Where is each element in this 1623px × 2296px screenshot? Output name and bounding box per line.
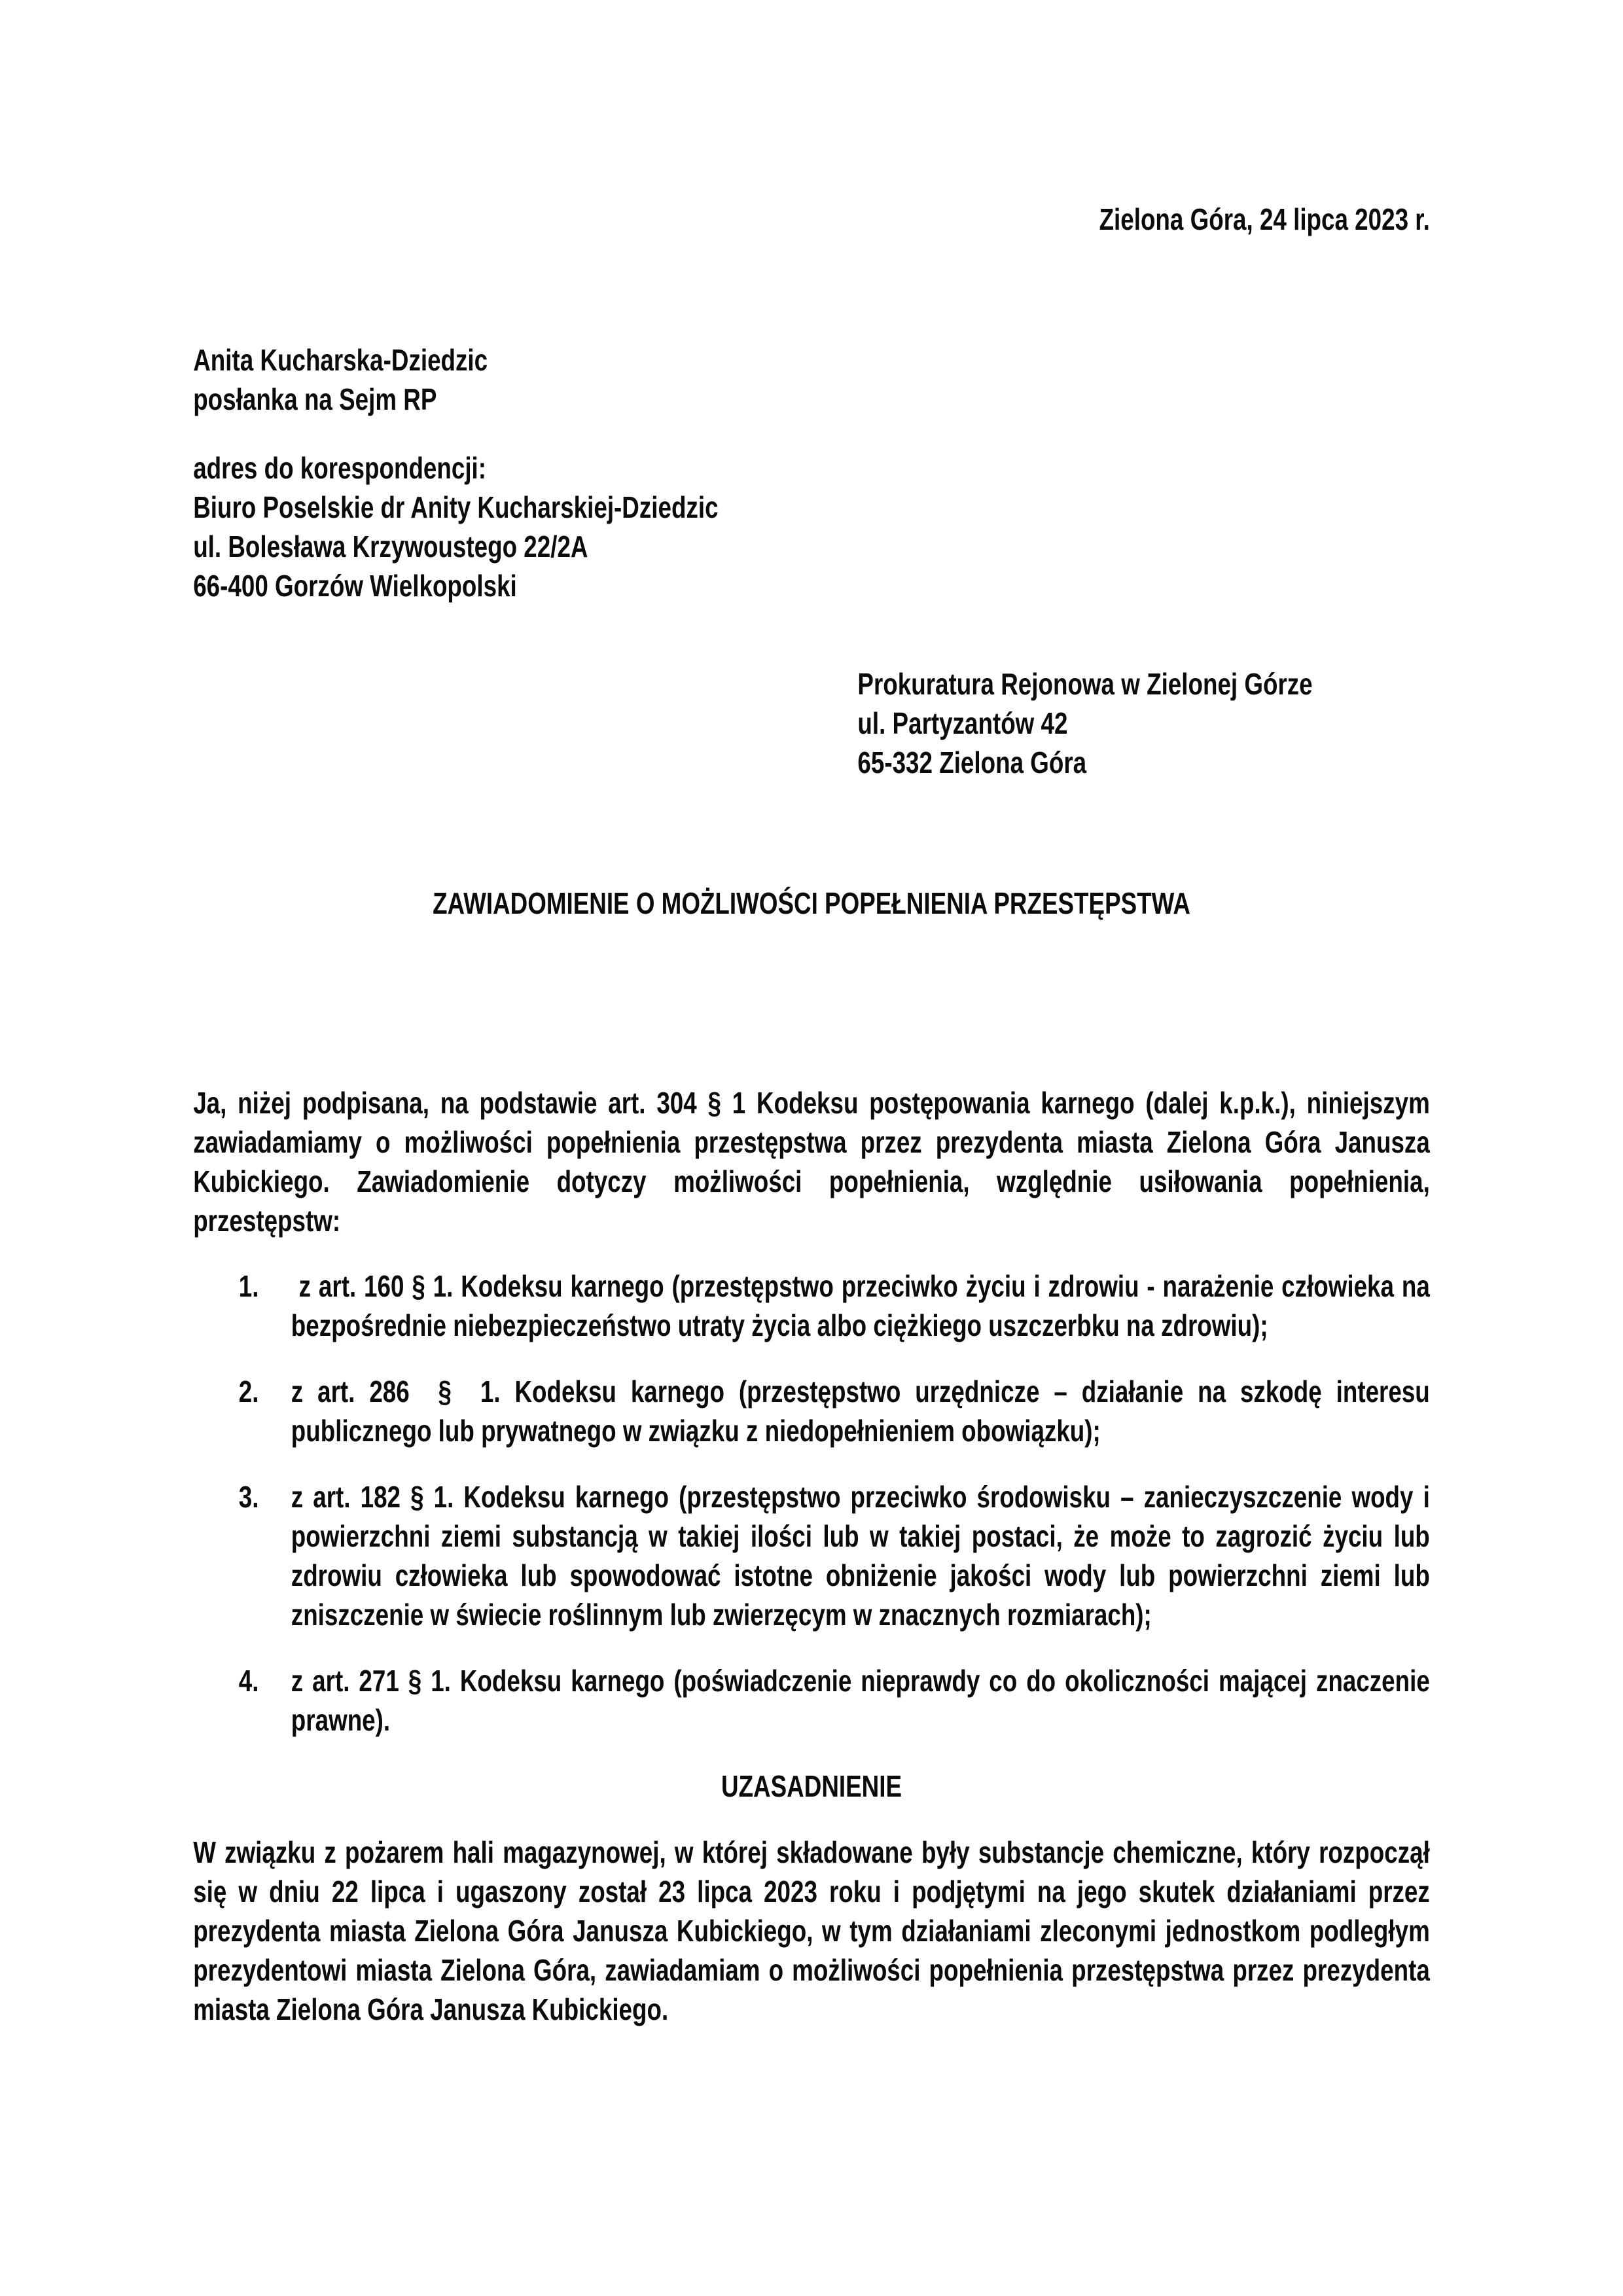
list-item-text: z art. 182 § 1. Kodeksu karnego (przestępstwo przeciwko środowisku – zanieczyszczenie wody i powierzchni ziemi substancją w takiej ilości lub w takiej postaci, że może to zagrozić życiu lub zdrowiu człowieka lub spowodować istotne obniżenie jakości wody lub powierzchni ziemi lub zniszczenie w świecie roślinnym lub zwierzęcym w znacznych rozmiarach);: [291, 1480, 1430, 1632]
sender-address-line-3: 66-400 Gorzów Wielkopolski: [193, 569, 517, 603]
sender-role: posłanka na Sejm RP: [193, 382, 437, 416]
sender-block: [193, 340, 1430, 605]
section-heading: UZASADNIENIE: [721, 1769, 902, 1803]
recipient-line-2: ul. Partyzantów 42: [857, 706, 1068, 740]
body-paragraph: W związku z pożarem hali magazynowej, w której składowane były substancje chemiczne, który rozpoczął się w dniu 22 lipca i ugaszony został 23 lipca 2023 roku i podjętymi na jego skutek działaniami przez prezydenta miasta Zielona Góra Janusza Kubickiego, w tym działaniami zleconymi jednostkom podległym prezydentowi miasta Zielona Góra, zawiadamiam o możliwości popełnienia przestępstwa przez prezydenta miasta Zielona Góra Janusza Kubickiego.: [193, 1835, 1430, 2026]
dateline: Zielona Góra, 24 lipca 2023 r.: [1099, 202, 1430, 236]
list-item: [239, 1661, 1430, 1740]
recipient-line-1: Prokuratura Rejonowa w Zielonej Górze: [857, 667, 1313, 701]
list-item: [239, 1372, 1430, 1450]
sender-address-label: adres do korespondencji:: [193, 451, 487, 485]
list-item-number: 3.: [238, 1480, 259, 1514]
list-item-number: 4.: [238, 1664, 259, 1698]
document-title: ZAWIADOMIENIE O MOŻLIWOŚCI POPEŁNIENIA PRZESTĘPSTWA: [433, 886, 1190, 920]
sender-gap: [193, 419, 1430, 448]
sender-name: Anita Kucharska-Dziedzic: [193, 343, 488, 377]
list-item-number: 1.: [238, 1269, 259, 1303]
intro-paragraph: Ja, niżej podpisana, na podstawie art. 304 § 1 Kodeksu postępowania karnego (dalej k.p.k.), niniejszym zawiadamiamy o możliwości popełnienia przestępstwa przez prezydenta miasta Zielona Góra Janusza Kubickiego. Zawiadomienie dotyczy możliwości popełnienia, względnie usiłowania popełnienia, przestępstw:: [193, 1086, 1430, 1238]
list-item: [239, 1477, 1430, 1634]
list-item-number: 2.: [238, 1374, 259, 1408]
list-item-text: z art. 160 § 1. Kodeksu karnego (przestępstwo przeciwko życiu i zdrowiu - narażenie człowieka na bezpośrednie niebezpieczeństwo utraty życia albo ciężkiego uszczerbku na zdrowiu);: [291, 1269, 1430, 1342]
offense-list: [239, 1266, 1430, 1740]
list-item-text: z art. 271 § 1. Kodeksu karnego (poświadczenie nieprawdy co do okoliczności mającej znaczenie prawne).: [291, 1664, 1430, 1737]
list-item-text: z art. 286 § 1. Kodeksu karnego (przestępstwo urzędnicze – działanie na szkodę interesu publicznego lub prywatnego w związku z niedopełnieniem obowiązku);: [291, 1374, 1430, 1448]
sender-address-line-1: Biuro Poselskie dr Anity Kucharskiej-Dziedzic: [193, 490, 719, 524]
sender-address-line-2: ul. Bolesława Krzywoustego 22/2A: [193, 529, 588, 564]
list-item: [239, 1266, 1430, 1345]
recipient-line-3: 65-332 Zielona Góra: [857, 745, 1087, 780]
recipient-block: [857, 664, 1429, 782]
